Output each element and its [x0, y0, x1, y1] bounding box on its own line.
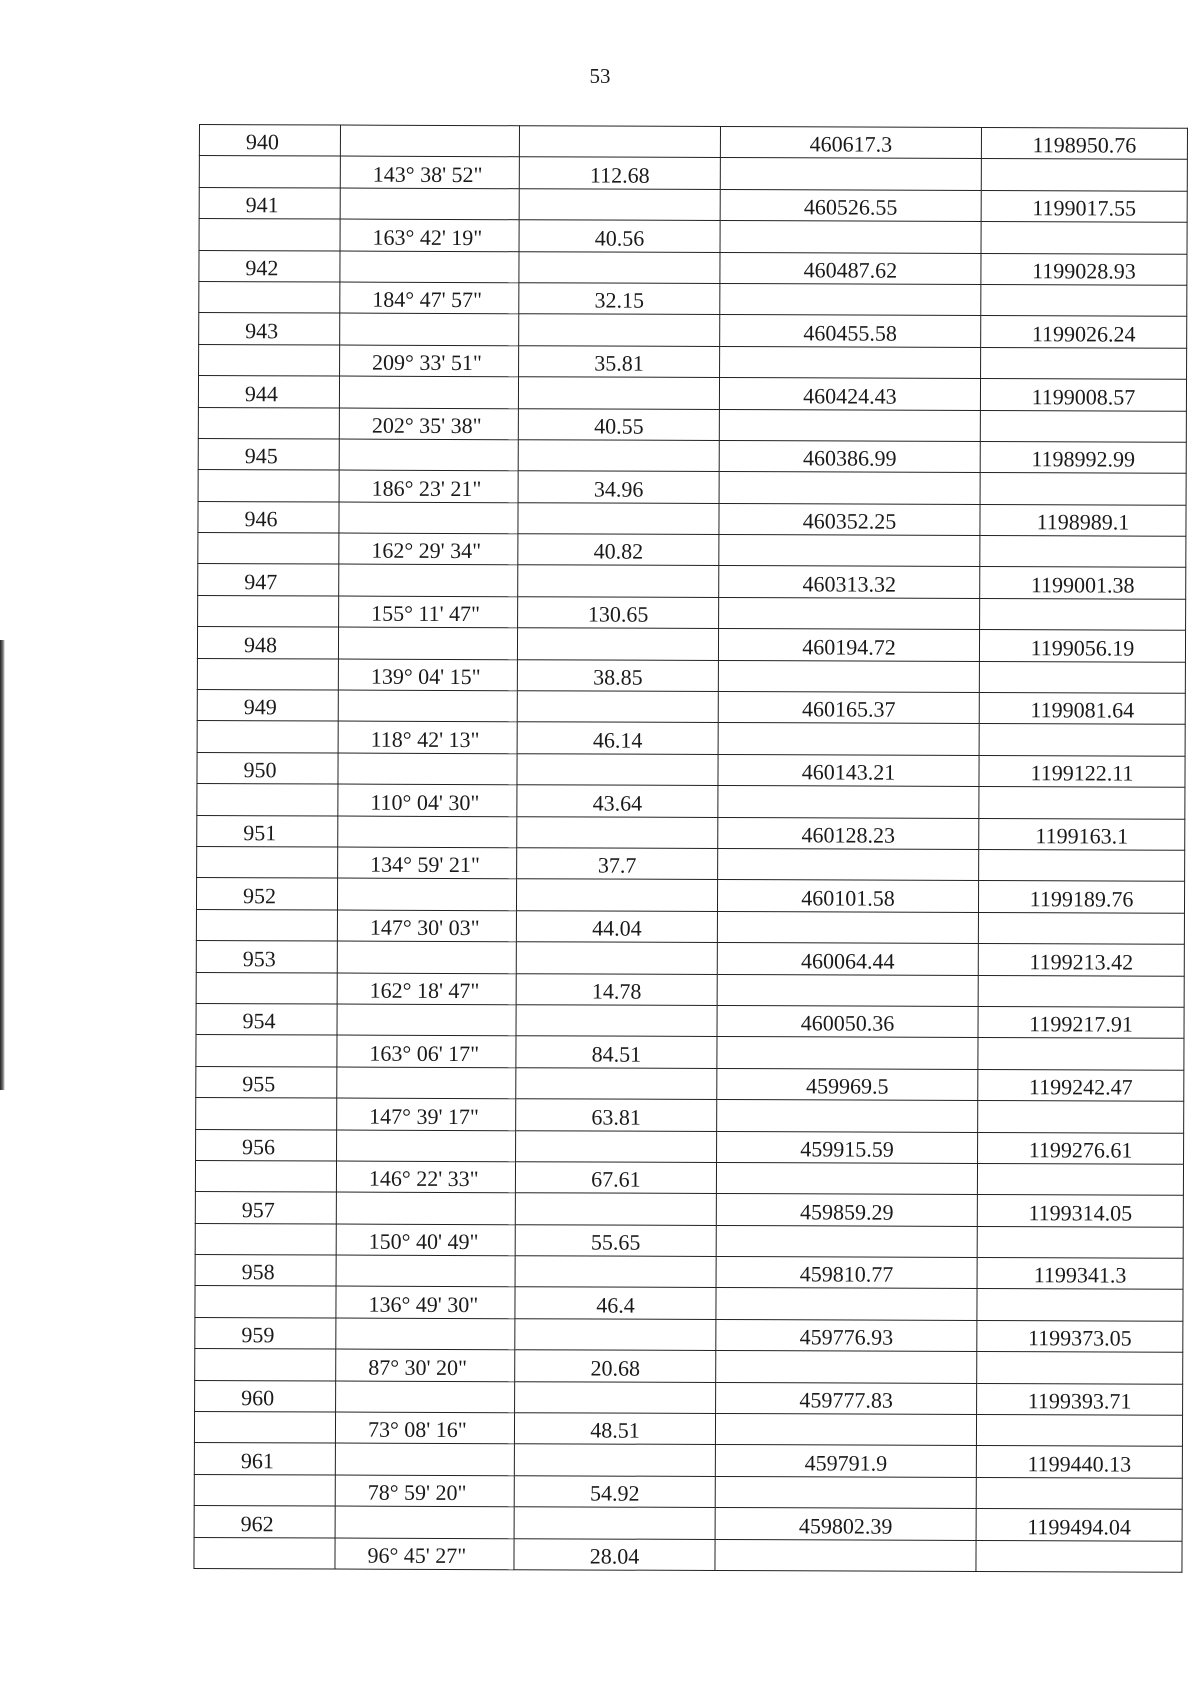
- point-number-cell: 948: [197, 627, 338, 659]
- y-coordinate-cell: 1199373.05: [977, 1320, 1183, 1352]
- y-coordinate-cell: [976, 1540, 1182, 1572]
- x-coordinate-cell: [718, 660, 979, 692]
- point-row: [196, 1066, 1184, 1101]
- y-coordinate-cell: 1199217.91: [978, 1006, 1184, 1038]
- distance-cell: [515, 1319, 716, 1351]
- point-number-cell: 962: [194, 1506, 335, 1538]
- point-number-cell: [197, 784, 338, 816]
- point-row: [197, 690, 1185, 725]
- y-coordinate-cell: [980, 410, 1186, 442]
- point-number-cell: 956: [196, 1129, 337, 1161]
- bearing-angle-cell: [337, 1130, 516, 1162]
- segment-row: [196, 909, 1184, 944]
- y-coordinate-cell: 1199081.64: [979, 693, 1185, 725]
- point-row: [197, 627, 1185, 662]
- y-coordinate-cell: [977, 1352, 1183, 1384]
- y-coordinate-cell: 1199163.1: [979, 818, 1185, 850]
- point-row: [194, 1443, 1182, 1478]
- distance-cell: [517, 691, 718, 723]
- distance-cell: [515, 1381, 716, 1413]
- x-coordinate-cell: 459810.77: [716, 1257, 977, 1289]
- point-number-cell: [199, 156, 340, 188]
- point-number-cell: [195, 1160, 336, 1192]
- x-coordinate-cell: 460101.58: [717, 880, 978, 912]
- bearing-angle-cell: 202° 35' 38": [339, 408, 518, 440]
- distance-cell: 84.51: [516, 1036, 717, 1068]
- point-number-cell: 945: [198, 438, 339, 470]
- bearing-angle-cell: [336, 1255, 515, 1287]
- distance-cell: 43.64: [517, 785, 718, 817]
- x-coordinate-cell: [717, 1100, 978, 1132]
- point-number-cell: [196, 1035, 337, 1067]
- point-number-cell: [199, 281, 340, 313]
- segment-row: [199, 156, 1187, 191]
- y-coordinate-cell: [980, 536, 1186, 568]
- y-coordinate-cell: [981, 159, 1187, 191]
- x-coordinate-cell: [718, 786, 979, 818]
- bearing-angle-cell: 96° 45' 27": [335, 1538, 514, 1570]
- point-row: [194, 1506, 1182, 1541]
- point-row: [199, 187, 1187, 222]
- point-number-cell: [199, 219, 340, 251]
- x-coordinate-cell: [717, 1037, 978, 1069]
- x-coordinate-cell: 459777.83: [716, 1382, 977, 1414]
- bearing-angle-cell: [337, 941, 516, 973]
- y-coordinate-cell: 1199276.61: [978, 1132, 1184, 1164]
- distance-cell: [518, 440, 719, 472]
- distance-cell: 14.78: [516, 973, 717, 1005]
- point-row: [198, 376, 1186, 411]
- bearing-angle-cell: 87° 30' 20": [336, 1349, 515, 1381]
- y-coordinate-cell: [981, 347, 1187, 379]
- segment-row: [198, 470, 1186, 505]
- y-coordinate-cell: 1199242.47: [978, 1069, 1184, 1101]
- x-coordinate-cell: [716, 1288, 977, 1320]
- segment-row: [197, 846, 1185, 881]
- x-coordinate-cell: 460050.36: [717, 1005, 978, 1037]
- distance-cell: 46.14: [517, 722, 718, 754]
- bearing-angle-cell: [336, 1192, 515, 1224]
- segment-row: [195, 1223, 1183, 1258]
- point-number-cell: [194, 1412, 335, 1444]
- bearing-angle-cell: [338, 627, 517, 659]
- point-row: [195, 1192, 1183, 1227]
- bearing-angle-cell: 143° 38' 52": [340, 156, 519, 188]
- bearing-angle-cell: 110° 04' 30": [338, 784, 517, 816]
- bearing-angle-cell: 162° 18' 47": [337, 973, 516, 1005]
- point-row: [196, 878, 1184, 913]
- point-number-cell: 944: [198, 376, 339, 408]
- y-coordinate-cell: [979, 661, 1185, 693]
- y-coordinate-cell: 1198989.1: [980, 504, 1186, 536]
- distance-cell: [518, 502, 719, 534]
- x-coordinate-cell: 460313.32: [719, 566, 980, 598]
- y-coordinate-cell: 1199017.55: [981, 190, 1187, 222]
- point-number-cell: [199, 344, 340, 376]
- y-coordinate-cell: 1199008.57: [980, 379, 1186, 411]
- y-coordinate-cell: [979, 787, 1185, 819]
- x-coordinate-cell: [717, 911, 978, 943]
- segment-row: [199, 344, 1187, 379]
- point-number-cell: 960: [195, 1380, 336, 1412]
- segment-row: [197, 721, 1185, 756]
- distance-cell: [519, 126, 720, 158]
- x-coordinate-cell: 459776.93: [716, 1319, 977, 1351]
- x-coordinate-cell: 460064.44: [717, 943, 978, 975]
- distance-cell: [517, 628, 718, 660]
- point-row: [199, 313, 1187, 348]
- y-coordinate-cell: [977, 1226, 1183, 1258]
- distance-cell: [516, 1005, 717, 1037]
- y-coordinate-cell: [981, 284, 1187, 316]
- point-number-cell: 947: [198, 564, 339, 596]
- point-row: [196, 1003, 1184, 1038]
- distance-cell: 20.68: [515, 1350, 716, 1382]
- distance-cell: [514, 1507, 715, 1539]
- bearing-angle-cell: [338, 816, 517, 848]
- distance-cell: [515, 1193, 716, 1225]
- x-coordinate-cell: 460424.43: [719, 378, 980, 410]
- point-number-cell: [194, 1474, 335, 1506]
- distance-cell: 44.04: [516, 910, 717, 942]
- y-coordinate-cell: 1199026.24: [981, 316, 1187, 348]
- bearing-angle-cell: 155° 11' 47": [339, 596, 518, 628]
- x-coordinate-cell: 459859.29: [716, 1194, 977, 1226]
- segment-row: [198, 407, 1186, 442]
- segment-row: [195, 1286, 1183, 1321]
- point-number-cell: [196, 972, 337, 1004]
- y-coordinate-cell: 1199056.19: [979, 630, 1185, 662]
- bearing-angle-cell: 134° 59' 21": [338, 847, 517, 879]
- x-coordinate-cell: 459802.39: [715, 1508, 976, 1540]
- y-coordinate-cell: [979, 849, 1185, 881]
- point-number-cell: [196, 909, 337, 941]
- y-coordinate-cell: [976, 1477, 1182, 1509]
- bearing-angle-cell: 118° 42' 13": [338, 721, 517, 753]
- point-number-cell: 943: [199, 313, 340, 345]
- x-coordinate-cell: [719, 472, 980, 504]
- x-coordinate-cell: [716, 1162, 977, 1194]
- point-row: [197, 815, 1185, 850]
- y-coordinate-cell: [978, 912, 1184, 944]
- x-coordinate-cell: 460165.37: [718, 692, 979, 724]
- distance-cell: 32.15: [519, 283, 720, 315]
- point-number-cell: 950: [197, 752, 338, 784]
- distance-cell: [517, 754, 718, 786]
- segment-row: [195, 1349, 1183, 1384]
- distance-cell: [518, 565, 719, 597]
- distance-cell: 40.82: [518, 534, 719, 566]
- point-number-cell: [195, 1286, 336, 1318]
- x-coordinate-cell: [719, 409, 980, 441]
- segment-row: [194, 1412, 1182, 1447]
- x-coordinate-cell: [718, 723, 979, 755]
- distance-cell: 54.92: [514, 1476, 715, 1508]
- bearing-angle-cell: 139° 04' 15": [338, 659, 517, 691]
- x-coordinate-cell: [720, 221, 981, 253]
- bearing-angle-cell: [336, 1318, 515, 1350]
- distance-cell: 40.56: [519, 220, 720, 252]
- x-coordinate-cell: [720, 158, 981, 190]
- point-number-cell: [197, 658, 338, 690]
- bearing-angle-cell: [340, 313, 519, 345]
- y-coordinate-cell: 1199213.42: [978, 944, 1184, 976]
- segment-row: [197, 784, 1185, 819]
- y-coordinate-cell: [979, 724, 1185, 756]
- point-number-cell: 941: [199, 187, 340, 219]
- segment-row: [198, 595, 1186, 630]
- bearing-angle-cell: [339, 565, 518, 597]
- segment-row: [197, 658, 1185, 693]
- x-coordinate-cell: 460194.72: [718, 629, 979, 661]
- point-row: [199, 125, 1187, 160]
- bearing-angle-cell: 73° 08' 16": [335, 1412, 514, 1444]
- bearing-angle-cell: 78° 59' 20": [335, 1475, 514, 1507]
- bearing-angle-cell: [340, 251, 519, 283]
- x-coordinate-cell: [718, 848, 979, 880]
- distance-cell: 40.55: [518, 408, 719, 440]
- point-number-cell: 946: [198, 501, 339, 533]
- distance-cell: [519, 314, 720, 346]
- point-number-cell: [198, 470, 339, 502]
- distance-cell: [516, 879, 717, 911]
- bearing-angle-cell: 184° 47' 57": [340, 282, 519, 314]
- y-coordinate-cell: 1199393.71: [977, 1383, 1183, 1415]
- point-number-cell: 952: [196, 878, 337, 910]
- point-number-cell: [196, 1098, 337, 1130]
- distance-cell: [516, 1130, 717, 1162]
- bearing-angle-cell: [338, 690, 517, 722]
- scan-edge-shadow: [0, 640, 5, 1090]
- point-number-cell: 957: [195, 1192, 336, 1224]
- point-row: [198, 564, 1186, 599]
- y-coordinate-cell: [977, 1163, 1183, 1195]
- distance-cell: 55.65: [515, 1224, 716, 1256]
- bearing-angle-cell: [335, 1443, 514, 1475]
- x-coordinate-cell: 460455.58: [720, 315, 981, 347]
- point-number-cell: 959: [195, 1317, 336, 1349]
- distance-cell: 37.7: [517, 848, 718, 880]
- y-coordinate-cell: 1199341.3: [977, 1258, 1183, 1290]
- x-coordinate-cell: 459915.59: [717, 1131, 978, 1163]
- x-coordinate-cell: [715, 1539, 976, 1571]
- x-coordinate-cell: 460617.3: [720, 127, 981, 159]
- bearing-angle-cell: [337, 878, 516, 910]
- y-coordinate-cell: 1199440.13: [976, 1446, 1182, 1478]
- segment-row: [196, 1035, 1184, 1070]
- segment-row: [195, 1160, 1183, 1195]
- bearing-angle-cell: 147° 30' 03": [337, 910, 516, 942]
- point-row: [197, 752, 1185, 787]
- distance-cell: 63.81: [516, 1099, 717, 1131]
- y-coordinate-cell: [980, 473, 1186, 505]
- point-number-cell: [197, 846, 338, 878]
- point-number-cell: 940: [199, 125, 340, 157]
- x-coordinate-cell: [715, 1414, 976, 1446]
- distance-cell: [518, 377, 719, 409]
- y-coordinate-cell: 1199189.76: [978, 881, 1184, 913]
- y-coordinate-cell: 1199001.38: [980, 567, 1186, 599]
- bearing-angle-cell: 186° 23' 21": [339, 470, 518, 502]
- bearing-angle-cell: [337, 1067, 516, 1099]
- bearing-angle-cell: 136° 49' 30": [336, 1286, 515, 1318]
- distance-cell: [519, 251, 720, 283]
- bearing-angle-cell: [338, 753, 517, 785]
- y-coordinate-cell: [980, 598, 1186, 630]
- bearing-angle-cell: 163° 42' 19": [340, 219, 519, 251]
- distance-cell: 35.81: [519, 345, 720, 377]
- distance-cell: 112.68: [519, 157, 720, 189]
- distance-cell: [516, 942, 717, 974]
- coordinate-table-body: [194, 125, 1188, 1573]
- point-number-cell: 951: [197, 815, 338, 847]
- distance-cell: 38.85: [517, 659, 718, 691]
- bearing-angle-cell: [337, 1004, 516, 1036]
- point-number-cell: 955: [196, 1066, 337, 1098]
- y-coordinate-cell: 1199028.93: [981, 253, 1187, 285]
- x-coordinate-cell: 460128.23: [718, 817, 979, 849]
- segment-row: [196, 972, 1184, 1007]
- point-number-cell: [197, 721, 338, 753]
- x-coordinate-cell: [719, 597, 980, 629]
- y-coordinate-cell: 1198992.99: [980, 441, 1186, 473]
- point-number-cell: 954: [196, 1003, 337, 1035]
- distance-cell: 48.51: [514, 1413, 715, 1445]
- distance-cell: [514, 1444, 715, 1476]
- bearing-angle-cell: [340, 125, 519, 157]
- point-row: [195, 1317, 1183, 1352]
- point-row: [195, 1255, 1183, 1290]
- x-coordinate-cell: 460143.21: [718, 754, 979, 786]
- x-coordinate-cell: [720, 346, 981, 378]
- segment-row: [196, 1098, 1184, 1133]
- bearing-angle-cell: 150° 40' 49": [336, 1224, 515, 1256]
- distance-cell: [515, 1256, 716, 1288]
- distance-cell: 130.65: [518, 597, 719, 629]
- segment-row: [199, 281, 1187, 316]
- x-coordinate-cell: 459791.9: [715, 1445, 976, 1477]
- distance-cell: 28.04: [514, 1538, 715, 1570]
- bearing-angle-cell: [339, 376, 518, 408]
- point-number-cell: 953: [196, 941, 337, 973]
- y-coordinate-cell: [976, 1415, 1182, 1447]
- bearing-angle-cell: 146° 22' 33": [336, 1161, 515, 1193]
- x-coordinate-cell: [719, 535, 980, 567]
- point-row: [199, 250, 1187, 285]
- distance-cell: [519, 189, 720, 221]
- segment-row: [199, 219, 1187, 254]
- point-number-cell: [198, 595, 339, 627]
- y-coordinate-cell: 1199314.05: [977, 1195, 1183, 1227]
- point-number-cell: 961: [194, 1443, 335, 1475]
- point-number-cell: [198, 407, 339, 439]
- y-coordinate-cell: [978, 1038, 1184, 1070]
- point-row: [195, 1380, 1183, 1415]
- point-number-cell: [195, 1349, 336, 1381]
- distance-cell: 67.61: [515, 1162, 716, 1194]
- point-number-cell: 949: [197, 690, 338, 722]
- point-row: [198, 438, 1186, 473]
- bearing-angle-cell: [339, 502, 518, 534]
- distance-cell: [517, 816, 718, 848]
- x-coordinate-cell: [717, 974, 978, 1006]
- point-row: [196, 1129, 1184, 1164]
- bearing-angle-cell: [339, 439, 518, 471]
- distance-cell: [516, 1067, 717, 1099]
- bearing-angle-cell: [335, 1506, 514, 1538]
- y-coordinate-cell: [981, 222, 1187, 254]
- y-coordinate-cell: [978, 975, 1184, 1007]
- bearing-angle-cell: 163° 06' 17": [337, 1035, 516, 1067]
- x-coordinate-cell: [716, 1351, 977, 1383]
- x-coordinate-cell: 460526.55: [720, 189, 981, 221]
- y-coordinate-cell: [977, 1289, 1183, 1321]
- segment-row: [198, 533, 1186, 568]
- bearing-angle-cell: [336, 1381, 515, 1413]
- x-coordinate-cell: 460487.62: [720, 252, 981, 284]
- bearing-angle-cell: [340, 188, 519, 220]
- x-coordinate-cell: 459969.5: [717, 1068, 978, 1100]
- bearing-angle-cell: 162° 29' 34": [339, 533, 518, 565]
- distance-cell: 46.4: [515, 1287, 716, 1319]
- coordinate-table: [193, 124, 1188, 1573]
- distance-cell: 34.96: [518, 471, 719, 503]
- y-coordinate-cell: 1198950.76: [981, 128, 1187, 160]
- point-number-cell: [198, 533, 339, 565]
- point-number-cell: 942: [199, 250, 340, 282]
- page-number: 53: [589, 64, 611, 88]
- x-coordinate-cell: [720, 283, 981, 315]
- point-number-cell: [195, 1223, 336, 1255]
- x-coordinate-cell: 460386.99: [719, 440, 980, 472]
- point-row: [198, 501, 1186, 536]
- x-coordinate-cell: 460352.25: [719, 503, 980, 535]
- x-coordinate-cell: [715, 1476, 976, 1508]
- point-number-cell: [194, 1537, 335, 1569]
- bearing-angle-cell: 147° 39' 17": [337, 1098, 516, 1130]
- x-coordinate-cell: [716, 1225, 977, 1257]
- point-row: [196, 941, 1184, 976]
- segment-row: [194, 1474, 1182, 1509]
- y-coordinate-cell: 1199494.04: [976, 1509, 1182, 1541]
- segment-row: [194, 1537, 1182, 1572]
- y-coordinate-cell: 1199122.11: [979, 755, 1185, 787]
- point-number-cell: 958: [195, 1255, 336, 1287]
- bearing-angle-cell: 209° 33' 51": [340, 345, 519, 377]
- y-coordinate-cell: [978, 1101, 1184, 1133]
